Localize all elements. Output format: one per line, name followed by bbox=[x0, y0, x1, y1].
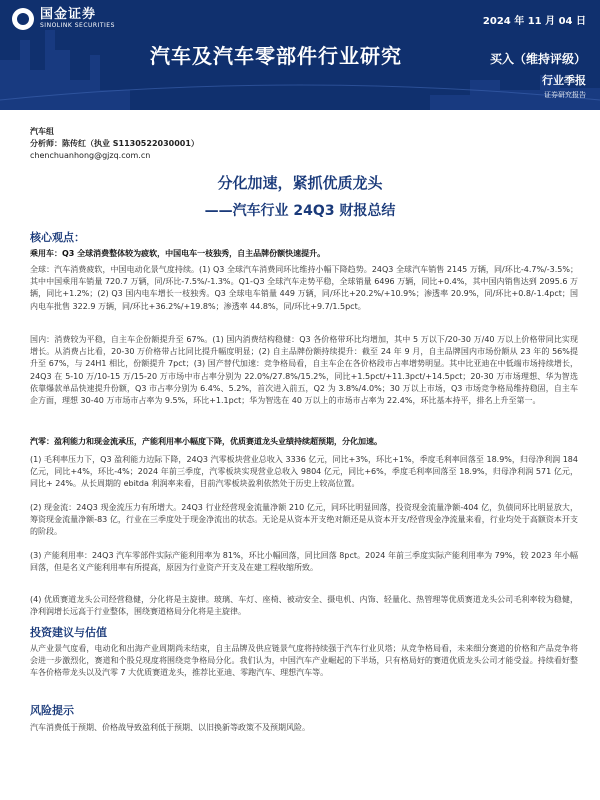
report-type: 行业季报 bbox=[542, 74, 586, 87]
logo-english: SINOLINK SECURITIES bbox=[40, 22, 115, 29]
report-date: 2024 年 11 月 04 日 bbox=[482, 16, 586, 27]
logo-icon bbox=[12, 8, 34, 30]
report-header bbox=[0, 0, 600, 110]
paragraph-capacity: (3) 产能利用率：24Q3 汽车零部件实际产能利用率为 81%，环比小幅回落，同比回落 8pct。2024 年前三季度实际产能利用率为 79%，较 2023 年小幅回落，但是名义产能利用率有所提高，原因为行业资产开支及在建工程收缩所致。 bbox=[30, 551, 578, 573]
rating-label: 买入（维持评级） bbox=[489, 52, 586, 66]
paragraph-domestic: 国内：消费较为平稳，自主车企份额提升至 67%。(1) 国内消费结构稳健：Q3 各价格带环比均增加，其中 5 万以下/20-30 万/40 万以上价格带同比实现增长。从消费占比看，20-30 万价格带占比同比提升幅度明显；(2) 自主品牌份额持续提升：截至 24 年 9 月，自主品牌国内市场份额从 23 年的 56%提升至 67%，与 24H1 相比，份额提升 7pct；(3) 国产替代加速：竞争格局看，自主车企在各价格段市占率增势明显。其中比亚迪在中低端市场持续增长，24Q3 在 5-10 万/10-15 万/15-20 万市场中市占率分别为 22.0%/27.8%/15.2%，同比+1.5pct/+11.3pct/+14.5pct；20-30 万市场理想、华为智选依靠爆款单品快速提升份额，Q3 市占率分别为 6.4%、5.2%，首次进入前五，Q2 为 3.8%/4.0%；30 万以上市场，Q3 市场竞争格局维持稳固，自主车企方面，理想 30-40 万市场市占率为 9.5%，环比+1.1pct；华为智选在 40 万以上的市场市占率为 22.4%，环比基本持平，排名上升至第一。 bbox=[30, 335, 578, 406]
section-investment: 投资建议与估值 bbox=[30, 626, 107, 639]
logo-chinese: 国金证券 bbox=[40, 7, 97, 22]
paragraph-margin: (1) 毛利率压力下，Q3 盈利能力边际下降，24Q3 汽零板块营业总收入 3336 亿元，同比+3%，环比+1%，季度毛利率回落至 18.9%，归母净利润 184 亿元，同比+4%，环比-4%；2024 年前三季度，汽零板块实现营业总收入 9804 亿元，同比+6%，季度毛利率回落至 18.9%，归母净利润 571 亿元，同比+ 24%。从长周期的 ebitda 利润率来看，目前汽零板块盈利依然处于历史上较高位置。 bbox=[30, 455, 578, 489]
section-core-views: 核心观点： bbox=[30, 231, 85, 244]
report-subtype: 证券研究报告 bbox=[544, 91, 586, 99]
report-title: 汽车及汽车零部件行业研究 bbox=[150, 44, 402, 68]
main-subtitle: ——汽车行业 24Q3 财报总结 bbox=[204, 203, 396, 219]
analyst-email[interactable]: chenchuanhong@gjzq.com.cn bbox=[30, 151, 151, 160]
main-title: 分化加速，紧抓优质龙头 bbox=[217, 174, 383, 192]
paragraph-risk: 汽车消费低于预期、价格战导致盈利低于预期、以旧换新等政策不及预期风险。 bbox=[30, 723, 310, 732]
paragraph-leaders: (4) 优质赛道龙头公司经营稳健，分化将是主旋律。玻璃、车灯、座椅、被动安全、摄电机、内饰、轻量化、热管理等优质赛道龙头公司毛利率较为稳健，净利润增长远高于行业整体，围绕赛道格局分化将是主旋律。 bbox=[30, 595, 578, 617]
analyst-info bbox=[30, 126, 199, 162]
paragraph-cashflow: (2) 现金流：24Q3 现金流压力有所增大。24Q3 行业经营现金流量净额 210 亿元，同环比明显回落，投资现金流量净额-404 亿，负债同环比明显放大，筹资现金流量净额-83 亿，行业在三季度处于现金净流出的状态。无论是从资本开支绝对额还是从资本开支/经营现金净流量来看，行业均处于高额资本开支的阶段。 bbox=[30, 503, 578, 537]
analyst-name: 分析师：陈传红（执业 S1130522030001） bbox=[30, 139, 199, 148]
paragraph-global: 全球：汽车消费疲软，中国电动化景气度持续。(1) Q3 全球汽车消费同环比维持小幅下降趋势。24Q3 全球汽车销售 2145 万辆，同/环比-4.7%/-3.5%；其中中国乘用车销量 720.7 万辆，同/环比-7.5%/-1.3%。Q1-Q3 全球汽车走势平稳，全球销量 6496 万辆，同比+0.4%，其中国内销售达到 2095.6 万辆，同比+1.2%；(2) Q3 国内电车增长一枝独秀。Q3 全球电车销量 449 万辆，同/环比+20.2%/+10.9%；渗透率 20.9%，同/环比+0.8/-1.4pct；国内电车批售 322.9 万辆，同/环比+36.2%/+19.8%；渗透率 44.8%，同/环比+9.7/1.5pct。 bbox=[30, 265, 578, 311]
paragraph-investment: 从产业景气度看，电动化和出海产业周期尚未结束，自主品牌及供应链景气度将持续强于汽车行业贝塔；从竞争格局看，未来细分赛道的价格和产品竞争将会进一步激烈化，赛道和个股兑现度将围绕竞争格局分化。我们认为，中国汽车产业崛起的下半场，只有格局好的赛道优质龙头公司才能受益。持续看好整车各价格带龙头以及汽零 7 大优质赛道龙头，推荐比亚迪、零跑汽车、理想汽车等。 bbox=[30, 644, 578, 678]
company-logo bbox=[12, 8, 115, 30]
analyst-group: 汽车组 bbox=[30, 127, 54, 136]
section-risk: 风险提示 bbox=[30, 704, 74, 717]
paragraph-passenger-car: 乘用车：Q3 全球消费整体较为疲软，中国电车一枝独秀，自主品牌份额快速提升。 bbox=[30, 249, 326, 258]
logo-wordmark bbox=[40, 8, 115, 30]
paragraph-auto-parts: 汽零：盈利能力和现金流承压，产能利用率小幅度下降，优质赛道龙头业绩持续超预期，分化加速。 bbox=[30, 437, 382, 446]
